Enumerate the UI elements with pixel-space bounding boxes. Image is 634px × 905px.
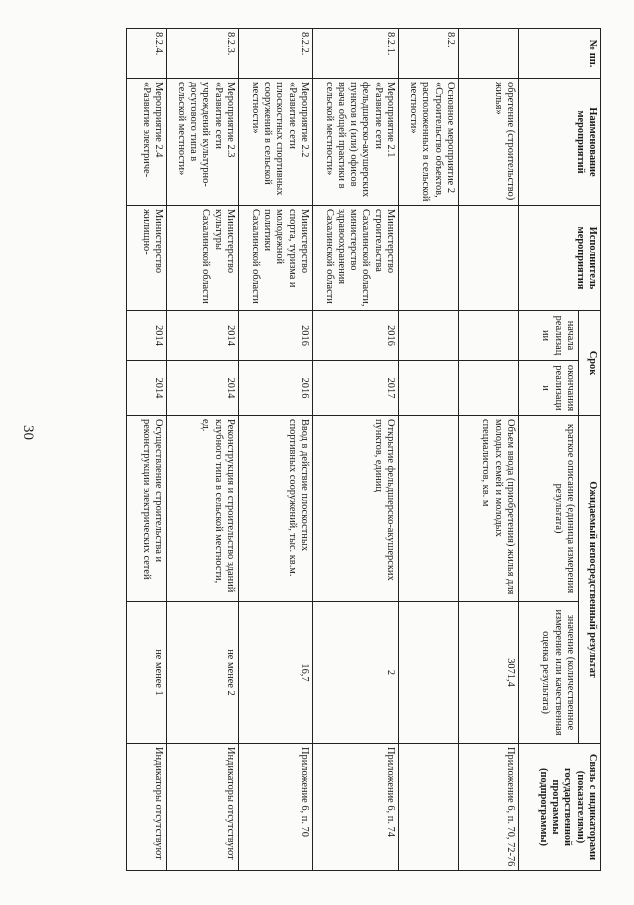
cell-executor	[459, 206, 519, 311]
cell-start: 2014	[127, 311, 167, 361]
cell-link: Индикаторы отсутствуют	[127, 744, 167, 871]
cell-name: Мероприятие 2.2 «Развитие сети плоскостных спортивных сооружений в сельской местности»	[239, 79, 313, 206]
header-name: Наименование мероприятий	[519, 79, 601, 206]
cell-end	[399, 361, 459, 416]
cell-num: 8.2.3.	[167, 29, 239, 79]
cell-link: Приложение 6, п. 74	[313, 744, 399, 871]
table-row	[239, 29, 313, 871]
table-row	[459, 29, 519, 871]
cell-executor	[399, 206, 459, 311]
cell-executor: Министерство строительства Сахалинской области, министерство здравоохранения Сахалинской области	[313, 206, 399, 311]
cell-desc: Открытие фельдшерско-акушерских пунктов, единиц	[313, 416, 399, 602]
cell-desc: Объем ввода (приобретения) жилья для молодых семей и молодых специалистов, кв. м	[459, 416, 519, 602]
cell-desc: Ввод в действие плоскостных спортивных сооружений, тыс. кв.м.	[239, 416, 313, 602]
header-start: начала реализации	[519, 311, 579, 361]
measures-table	[126, 28, 601, 871]
cell-link: Приложение 6, п. 70	[239, 744, 313, 871]
cell-name: Мероприятие 2.3 «Развитие сети учреждений культурно-досугового типа в сельской местности»	[167, 79, 239, 206]
cell-start: 2016	[239, 311, 313, 361]
cell-value: 3071,4	[459, 602, 519, 744]
cell-start: 2016	[313, 311, 399, 361]
header-num: № пп.	[519, 29, 601, 79]
cell-start: 2014	[167, 311, 239, 361]
cell-value	[399, 602, 459, 744]
cell-value: 16,7	[239, 602, 313, 744]
header-short-desc: краткое описание (единица измерения результата)	[519, 416, 579, 602]
cell-end: 2016	[239, 361, 313, 416]
cell-link: Индикаторы отсутствуют	[167, 744, 239, 871]
header-end: окончания реализации	[519, 361, 579, 416]
cell-name: Мероприятие 2.4 «Развитие электриче-	[127, 79, 167, 206]
cell-end: 2014	[167, 361, 239, 416]
cell-num: 8.2.2.	[239, 29, 313, 79]
cell-num: 8.2.1.	[313, 29, 399, 79]
cell-num	[459, 29, 519, 79]
cell-executor: Министерство спорта, туризма и молодежной политики Сахалинской области	[239, 206, 313, 311]
cell-name: Основное мероприятие 2 «Строительство объектов, расположенных в сельской местности»	[399, 79, 459, 206]
header-value: значение (количественное измерение или качественная оценка результата)	[519, 602, 579, 744]
cell-value: не менее 1	[127, 602, 167, 744]
cell-link: Приложение 6, п. 70, 72-76	[459, 744, 519, 871]
cell-num: 8.2.4.	[127, 29, 167, 79]
table-row	[313, 29, 399, 871]
rotated-table-page	[67, 28, 601, 870]
cell-link	[399, 744, 459, 871]
cell-end: 2014	[127, 361, 167, 416]
header-link: Связь с индикаторами (показателями) государственной программы (подпрограммы)	[519, 744, 601, 871]
cell-end	[459, 361, 519, 416]
cell-start	[459, 311, 519, 361]
cell-desc: Осуществление строительства и реконструкции электрических сетей	[127, 416, 167, 602]
table-row	[127, 29, 167, 871]
header-term: Срок	[579, 311, 601, 416]
cell-value: 2	[313, 602, 399, 744]
cell-start	[399, 311, 459, 361]
cell-name: Мероприятие 2.1 «Развитие сети фельдшерско-акушерских пунктов и (или) офисов врача общей практики в сельской местности»	[313, 79, 399, 206]
header-result: Ожидаемый непосредственный результат	[579, 416, 601, 744]
table-row	[399, 29, 459, 871]
cell-name: обретение (строительство) жилья»	[459, 79, 519, 206]
cell-executor: Министерство культуры Сахалинской области	[167, 206, 239, 311]
header-executor: Исполнитель мероприятия	[519, 206, 601, 311]
cell-desc	[399, 416, 459, 602]
cell-desc: Реконструкция и строительство зданий клубного типа в сельской местности, ед.	[167, 416, 239, 602]
cell-end: 2017	[313, 361, 399, 416]
page-number: 30	[20, 425, 36, 440]
cell-num: 8.2.	[399, 29, 459, 79]
table-row	[167, 29, 239, 871]
cell-executor: Министерство жилищно-	[127, 206, 167, 311]
cell-value: не менее 2	[167, 602, 239, 744]
